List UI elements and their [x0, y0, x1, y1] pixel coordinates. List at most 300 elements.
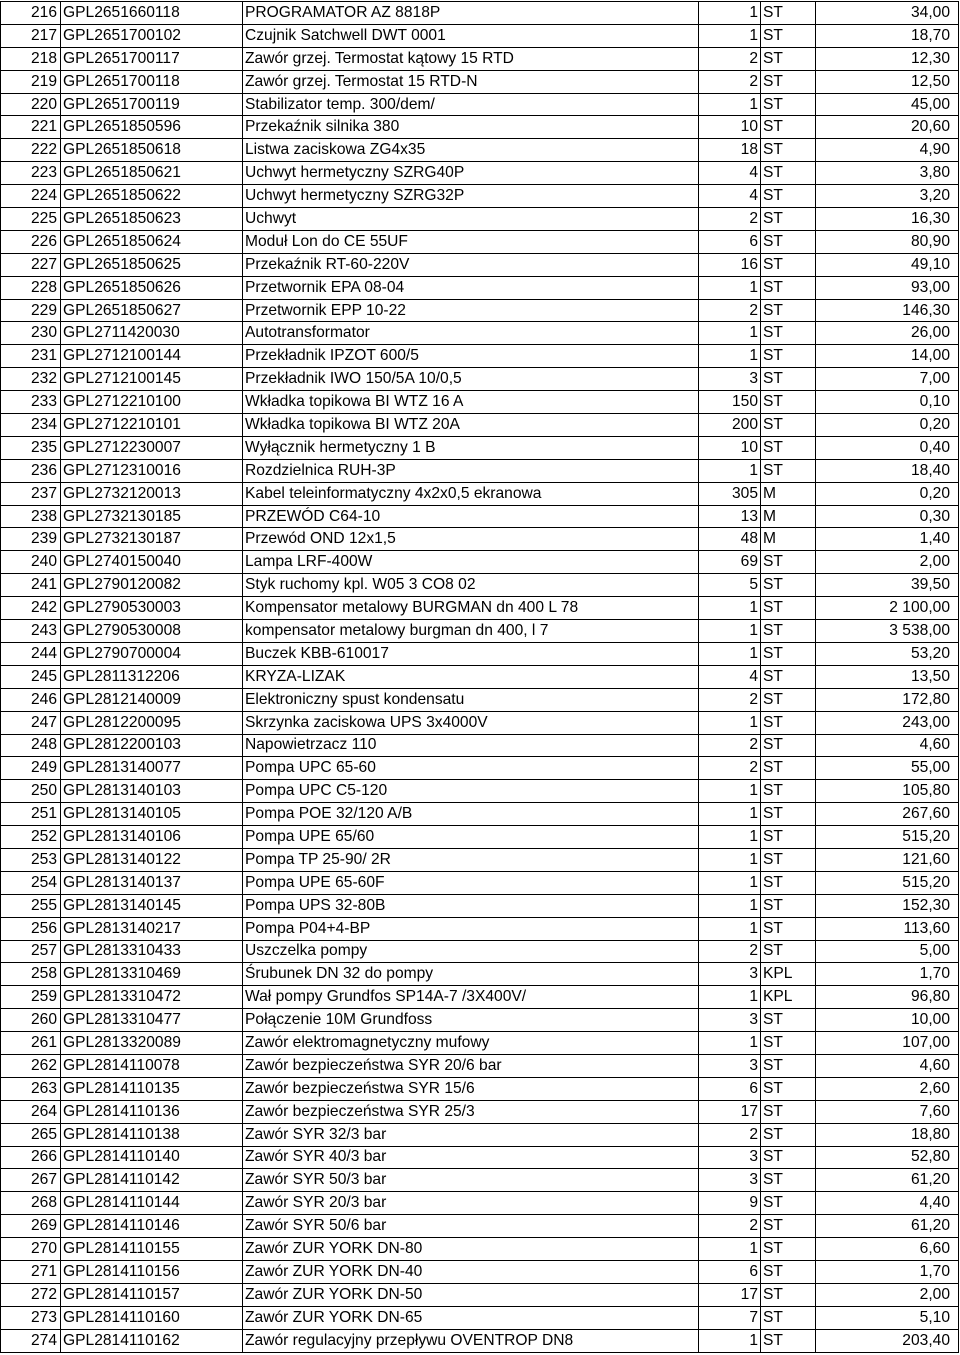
quantity-cell: 2	[699, 299, 761, 322]
unit-cell: ST	[761, 642, 816, 665]
unit-cell: ST	[761, 940, 816, 963]
table-row	[1, 803, 959, 826]
price-cell: 10,00	[816, 1009, 959, 1032]
price-cell: 7,60	[816, 1100, 959, 1123]
unit-cell: ST	[761, 1077, 816, 1100]
item-name-cell: Przekładnik IWO 150/5A 10/0,5	[243, 368, 699, 391]
unit-cell: ST	[761, 208, 816, 231]
item-code-cell: GPL2812140009	[61, 688, 243, 711]
price-cell: 0,30	[816, 505, 959, 528]
item-code-cell: GPL2814110156	[61, 1260, 243, 1283]
item-name-cell: Napowietrzacz 110	[243, 734, 699, 757]
unit-cell: ST	[761, 345, 816, 368]
row-number-cell: 232	[1, 368, 61, 391]
item-name-cell: Zawór grzej. Termostat 15 RTD-N	[243, 70, 699, 93]
item-name-cell: Pompa POE 32/120 A/B	[243, 803, 699, 826]
row-number-cell: 260	[1, 1009, 61, 1032]
item-code-cell: GPL2651850624	[61, 230, 243, 253]
quantity-cell: 1	[699, 1032, 761, 1055]
item-name-cell: Rozdzielnica RUH-3P	[243, 459, 699, 482]
row-number-cell: 252	[1, 826, 61, 849]
table-row	[1, 597, 959, 620]
quantity-cell: 1	[699, 2, 761, 25]
table-row	[1, 780, 959, 803]
quantity-cell: 1	[699, 1329, 761, 1352]
table-row	[1, 162, 959, 185]
table-row	[1, 482, 959, 505]
row-number-cell: 229	[1, 299, 61, 322]
row-number-cell: 250	[1, 780, 61, 803]
unit-cell: ST	[761, 2, 816, 25]
table-row	[1, 940, 959, 963]
quantity-cell: 2	[699, 1215, 761, 1238]
item-code-cell: GPL2814110078	[61, 1054, 243, 1077]
item-code-cell: GPL2712100145	[61, 368, 243, 391]
unit-cell: ST	[761, 917, 816, 940]
price-cell: 105,80	[816, 780, 959, 803]
quantity-cell: 2	[699, 70, 761, 93]
item-code-cell: GPL2790120082	[61, 574, 243, 597]
item-name-cell: Wał pompy Grundfos SP14A-7 /3X400V/	[243, 986, 699, 1009]
price-cell: 515,20	[816, 826, 959, 849]
unit-cell: ST	[761, 1238, 816, 1261]
quantity-cell: 17	[699, 1283, 761, 1306]
row-number-cell: 255	[1, 894, 61, 917]
price-cell: 0,20	[816, 482, 959, 505]
unit-cell: ST	[761, 757, 816, 780]
unit-cell: ST	[761, 414, 816, 437]
row-number-cell: 272	[1, 1283, 61, 1306]
item-name-cell: Przekaźnik silnika 380	[243, 116, 699, 139]
quantity-cell: 6	[699, 1077, 761, 1100]
row-number-cell: 248	[1, 734, 61, 757]
unit-cell: ST	[761, 688, 816, 711]
row-number-cell: 269	[1, 1215, 61, 1238]
table-row	[1, 436, 959, 459]
item-name-cell: Zawór SYR 50/6 bar	[243, 1215, 699, 1238]
quantity-cell: 48	[699, 528, 761, 551]
item-name-cell: Pompa UPC 65-60	[243, 757, 699, 780]
row-number-cell: 257	[1, 940, 61, 963]
row-number-cell: 241	[1, 574, 61, 597]
table-row	[1, 986, 959, 1009]
unit-cell: ST	[761, 1009, 816, 1032]
price-cell: 14,00	[816, 345, 959, 368]
price-cell: 4,90	[816, 139, 959, 162]
row-number-cell: 266	[1, 1146, 61, 1169]
item-name-cell: Pompa P04+4-BP	[243, 917, 699, 940]
row-number-cell: 264	[1, 1100, 61, 1123]
price-cell: 80,90	[816, 230, 959, 253]
unit-cell: ST	[761, 894, 816, 917]
item-code-cell: GPL2813140217	[61, 917, 243, 940]
table-row	[1, 208, 959, 231]
table-row	[1, 963, 959, 986]
quantity-cell: 4	[699, 665, 761, 688]
quantity-cell: 3	[699, 1146, 761, 1169]
unit-cell: KPL	[761, 963, 816, 986]
price-cell: 1,70	[816, 963, 959, 986]
quantity-cell: 1	[699, 986, 761, 1009]
item-code-cell: GPL2712310016	[61, 459, 243, 482]
item-code-cell: GPL2814110140	[61, 1146, 243, 1169]
item-code-cell: GPL2814110146	[61, 1215, 243, 1238]
price-cell: 267,60	[816, 803, 959, 826]
price-cell: 172,80	[816, 688, 959, 711]
price-cell: 61,20	[816, 1215, 959, 1238]
item-code-cell: GPL2814110157	[61, 1283, 243, 1306]
row-number-cell: 273	[1, 1306, 61, 1329]
quantity-cell: 7	[699, 1306, 761, 1329]
item-code-cell: GPL2712230007	[61, 436, 243, 459]
unit-cell: ST	[761, 1283, 816, 1306]
unit-cell: ST	[761, 551, 816, 574]
unit-cell: ST	[761, 734, 816, 757]
item-name-cell: Pompa UPC C5-120	[243, 780, 699, 803]
unit-cell: ST	[761, 459, 816, 482]
quantity-cell: 2	[699, 734, 761, 757]
item-name-cell: PROGRAMATOR AZ 8818P	[243, 2, 699, 25]
quantity-cell: 2	[699, 47, 761, 70]
quantity-cell: 1	[699, 871, 761, 894]
quantity-cell: 4	[699, 185, 761, 208]
row-number-cell: 221	[1, 116, 61, 139]
item-code-cell: GPL2651850621	[61, 162, 243, 185]
table-row	[1, 459, 959, 482]
unit-cell: ST	[761, 780, 816, 803]
quantity-cell: 3	[699, 1009, 761, 1032]
price-cell: 26,00	[816, 322, 959, 345]
item-code-cell: GPL2813320089	[61, 1032, 243, 1055]
price-cell: 2,60	[816, 1077, 959, 1100]
table-row	[1, 47, 959, 70]
price-cell: 4,60	[816, 1054, 959, 1077]
unit-cell: ST	[761, 1054, 816, 1077]
item-code-cell: GPL2813140145	[61, 894, 243, 917]
row-number-cell: 274	[1, 1329, 61, 1352]
table-row	[1, 322, 959, 345]
item-code-cell: GPL2814110142	[61, 1169, 243, 1192]
quantity-cell: 150	[699, 391, 761, 414]
row-number-cell: 237	[1, 482, 61, 505]
table-row	[1, 826, 959, 849]
quantity-cell: 1	[699, 642, 761, 665]
item-code-cell: GPL2814110162	[61, 1329, 243, 1352]
unit-cell: ST	[761, 93, 816, 116]
quantity-cell: 3	[699, 1169, 761, 1192]
price-cell: 203,40	[816, 1329, 959, 1352]
unit-cell: ST	[761, 139, 816, 162]
quantity-cell: 1	[699, 276, 761, 299]
table-row	[1, 665, 959, 688]
row-number-cell: 228	[1, 276, 61, 299]
unit-cell: ST	[761, 1169, 816, 1192]
table-row	[1, 93, 959, 116]
table-row	[1, 1009, 959, 1032]
item-name-cell: kompensator metalowy burgman dn 400, l 7	[243, 620, 699, 643]
table-row	[1, 1146, 959, 1169]
table-row	[1, 1329, 959, 1352]
unit-cell: ST	[761, 848, 816, 871]
row-number-cell: 236	[1, 459, 61, 482]
item-name-cell: Pompa UPE 65/60	[243, 826, 699, 849]
unit-cell: ST	[761, 70, 816, 93]
quantity-cell: 16	[699, 253, 761, 276]
item-code-cell: GPL2651660118	[61, 2, 243, 25]
item-name-cell: Zawór grzej. Termostat kątowy 15 RTD	[243, 47, 699, 70]
item-name-cell: Pompa UPE 65-60F	[243, 871, 699, 894]
quantity-cell: 4	[699, 162, 761, 185]
table-row	[1, 1054, 959, 1077]
row-number-cell: 247	[1, 711, 61, 734]
table-row	[1, 642, 959, 665]
item-code-cell: GPL2732130185	[61, 505, 243, 528]
price-cell: 18,70	[816, 24, 959, 47]
item-code-cell: GPL2813140105	[61, 803, 243, 826]
table-row	[1, 230, 959, 253]
price-cell: 4,40	[816, 1192, 959, 1215]
item-name-cell: Zawór bezpieczeństwa SYR 15/6	[243, 1077, 699, 1100]
row-number-cell: 271	[1, 1260, 61, 1283]
price-cell: 12,30	[816, 47, 959, 70]
unit-cell: ST	[761, 665, 816, 688]
item-name-cell: Zawór SYR 20/3 bar	[243, 1192, 699, 1215]
item-code-cell: GPL2813140106	[61, 826, 243, 849]
item-name-cell: Wyłącznik hermetyczny 1 B	[243, 436, 699, 459]
item-code-cell: GPL2651700117	[61, 47, 243, 70]
item-name-cell: Zawór SYR 40/3 bar	[243, 1146, 699, 1169]
row-number-cell: 216	[1, 2, 61, 25]
row-number-cell: 267	[1, 1169, 61, 1192]
quantity-cell: 2	[699, 757, 761, 780]
item-code-cell: GPL2732120013	[61, 482, 243, 505]
row-number-cell: 218	[1, 47, 61, 70]
item-code-cell: GPL2651850627	[61, 299, 243, 322]
price-cell: 2,00	[816, 1283, 959, 1306]
table-row	[1, 574, 959, 597]
item-name-cell: Przetwornik EPA 08-04	[243, 276, 699, 299]
quantity-cell: 2	[699, 208, 761, 231]
price-cell: 3 538,00	[816, 620, 959, 643]
item-name-cell: Zawór elektromagnetyczny mufowy	[243, 1032, 699, 1055]
item-code-cell: GPL2813140137	[61, 871, 243, 894]
item-code-cell: GPL2814110144	[61, 1192, 243, 1215]
price-cell: 515,20	[816, 871, 959, 894]
unit-cell: ST	[761, 24, 816, 47]
item-name-cell: Uchwyt hermetyczny SZRG40P	[243, 162, 699, 185]
item-name-cell: Przekładnik IPZOT 600/5	[243, 345, 699, 368]
quantity-cell: 1	[699, 620, 761, 643]
table-row	[1, 894, 959, 917]
table-row	[1, 253, 959, 276]
table-row	[1, 505, 959, 528]
row-number-cell: 251	[1, 803, 61, 826]
row-number-cell: 245	[1, 665, 61, 688]
item-code-cell: GPL2712210101	[61, 414, 243, 437]
unit-cell: ST	[761, 1100, 816, 1123]
unit-cell: ST	[761, 1306, 816, 1329]
quantity-cell: 3	[699, 1054, 761, 1077]
row-number-cell: 220	[1, 93, 61, 116]
item-code-cell: GPL2711420030	[61, 322, 243, 345]
table-row	[1, 871, 959, 894]
quantity-cell: 1	[699, 894, 761, 917]
item-code-cell: GPL2811312206	[61, 665, 243, 688]
item-name-cell: Zawór bezpieczeństwa SYR 25/3	[243, 1100, 699, 1123]
table-row	[1, 1032, 959, 1055]
table-row	[1, 1238, 959, 1261]
price-cell: 152,30	[816, 894, 959, 917]
row-number-cell: 222	[1, 139, 61, 162]
item-name-cell: Lampa LRF-400W	[243, 551, 699, 574]
item-name-cell: Zawór bezpieczeństwa SYR 20/6 bar	[243, 1054, 699, 1077]
item-code-cell: GPL2813310469	[61, 963, 243, 986]
quantity-cell: 3	[699, 368, 761, 391]
item-name-cell: Pompa UPS 32-80B	[243, 894, 699, 917]
unit-cell: KPL	[761, 986, 816, 1009]
quantity-cell: 10	[699, 116, 761, 139]
price-cell: 49,10	[816, 253, 959, 276]
item-name-cell: Przekaźnik RT-60-220V	[243, 253, 699, 276]
item-code-cell: GPL2651850596	[61, 116, 243, 139]
row-number-cell: 259	[1, 986, 61, 1009]
price-cell: 1,40	[816, 528, 959, 551]
item-code-cell: GPL2651850626	[61, 276, 243, 299]
price-cell: 55,00	[816, 757, 959, 780]
row-number-cell: 258	[1, 963, 61, 986]
price-cell: 12,50	[816, 70, 959, 93]
price-cell: 93,00	[816, 276, 959, 299]
price-cell: 107,00	[816, 1032, 959, 1055]
row-number-cell: 268	[1, 1192, 61, 1215]
item-code-cell: GPL2651850618	[61, 139, 243, 162]
quantity-cell: 1	[699, 826, 761, 849]
quantity-cell: 1	[699, 93, 761, 116]
table-row	[1, 711, 959, 734]
price-cell: 3,20	[816, 185, 959, 208]
table-row	[1, 1169, 959, 1192]
row-number-cell: 230	[1, 322, 61, 345]
item-code-cell: GPL2813140122	[61, 848, 243, 871]
quantity-cell: 6	[699, 230, 761, 253]
table-row	[1, 528, 959, 551]
unit-cell: ST	[761, 620, 816, 643]
item-code-cell: GPL2812200095	[61, 711, 243, 734]
item-code-cell: GPL2790530003	[61, 597, 243, 620]
price-cell: 5,10	[816, 1306, 959, 1329]
quantity-cell: 17	[699, 1100, 761, 1123]
quantity-cell: 1	[699, 24, 761, 47]
unit-cell: ST	[761, 253, 816, 276]
quantity-cell: 1	[699, 780, 761, 803]
price-cell: 0,40	[816, 436, 959, 459]
item-name-cell: Zawór SYR 32/3 bar	[243, 1123, 699, 1146]
table-row	[1, 185, 959, 208]
quantity-cell: 305	[699, 482, 761, 505]
unit-cell: ST	[761, 162, 816, 185]
quantity-cell: 1	[699, 803, 761, 826]
table-row	[1, 1077, 959, 1100]
item-code-cell: GPL2813310433	[61, 940, 243, 963]
item-code-cell: GPL2790700004	[61, 642, 243, 665]
table-row	[1, 116, 959, 139]
price-cell: 61,20	[816, 1169, 959, 1192]
table-row	[1, 1100, 959, 1123]
price-cell: 1,70	[816, 1260, 959, 1283]
unit-cell: ST	[761, 391, 816, 414]
price-cell: 5,00	[816, 940, 959, 963]
table-row	[1, 1215, 959, 1238]
table-row	[1, 757, 959, 780]
price-cell: 20,60	[816, 116, 959, 139]
item-name-cell: Przetwornik EPP 10-22	[243, 299, 699, 322]
item-code-cell: GPL2813140077	[61, 757, 243, 780]
item-name-cell: Czujnik Satchwell DWT 0001	[243, 24, 699, 47]
item-name-cell: Zawór ZUR YORK DN-80	[243, 1238, 699, 1261]
price-cell: 45,00	[816, 93, 959, 116]
table-row	[1, 1123, 959, 1146]
price-cell: 4,60	[816, 734, 959, 757]
table-row	[1, 1283, 959, 1306]
row-number-cell: 240	[1, 551, 61, 574]
item-name-cell: Listwa zaciskowa ZG4x35	[243, 139, 699, 162]
unit-cell: ST	[761, 116, 816, 139]
item-name-cell: Zawór ZUR YORK DN-65	[243, 1306, 699, 1329]
item-name-cell: Kabel teleinformatyczny 4x2x0,5 ekranowa	[243, 482, 699, 505]
price-cell: 121,60	[816, 848, 959, 871]
item-name-cell: Kompensator metalowy BURGMAN dn 400 L 78	[243, 597, 699, 620]
item-name-cell: Zawór ZUR YORK DN-50	[243, 1283, 699, 1306]
item-name-cell: Uchwyt	[243, 208, 699, 231]
price-cell: 18,40	[816, 459, 959, 482]
unit-cell: M	[761, 505, 816, 528]
row-number-cell: 238	[1, 505, 61, 528]
quantity-cell: 5	[699, 574, 761, 597]
price-cell: 18,80	[816, 1123, 959, 1146]
quantity-cell: 1	[699, 322, 761, 345]
row-number-cell: 234	[1, 414, 61, 437]
row-number-cell: 223	[1, 162, 61, 185]
price-cell: 146,30	[816, 299, 959, 322]
unit-cell: M	[761, 482, 816, 505]
quantity-cell: 2	[699, 1123, 761, 1146]
item-code-cell: GPL2814110135	[61, 1077, 243, 1100]
item-name-cell: Wkładka topikowa BI WTZ 16 A	[243, 391, 699, 414]
unit-cell: ST	[761, 826, 816, 849]
quantity-cell: 18	[699, 139, 761, 162]
quantity-cell: 13	[699, 505, 761, 528]
quantity-cell: 2	[699, 688, 761, 711]
item-name-cell: Przewód OND 12x1,5	[243, 528, 699, 551]
price-cell: 13,50	[816, 665, 959, 688]
item-name-cell: PRZEWÓD C64-10	[243, 505, 699, 528]
price-cell: 2 100,00	[816, 597, 959, 620]
table-row	[1, 1306, 959, 1329]
unit-cell: ST	[761, 597, 816, 620]
price-cell: 52,80	[816, 1146, 959, 1169]
row-number-cell: 219	[1, 70, 61, 93]
table-row	[1, 917, 959, 940]
item-name-cell: Pompa TP 25-90/ 2R	[243, 848, 699, 871]
item-code-cell: GPL2813310472	[61, 986, 243, 1009]
row-number-cell: 225	[1, 208, 61, 231]
unit-cell: ST	[761, 711, 816, 734]
price-cell: 2,00	[816, 551, 959, 574]
price-cell: 243,00	[816, 711, 959, 734]
item-code-cell: GPL2651700119	[61, 93, 243, 116]
row-number-cell: 243	[1, 620, 61, 643]
item-code-cell: GPL2814110136	[61, 1100, 243, 1123]
